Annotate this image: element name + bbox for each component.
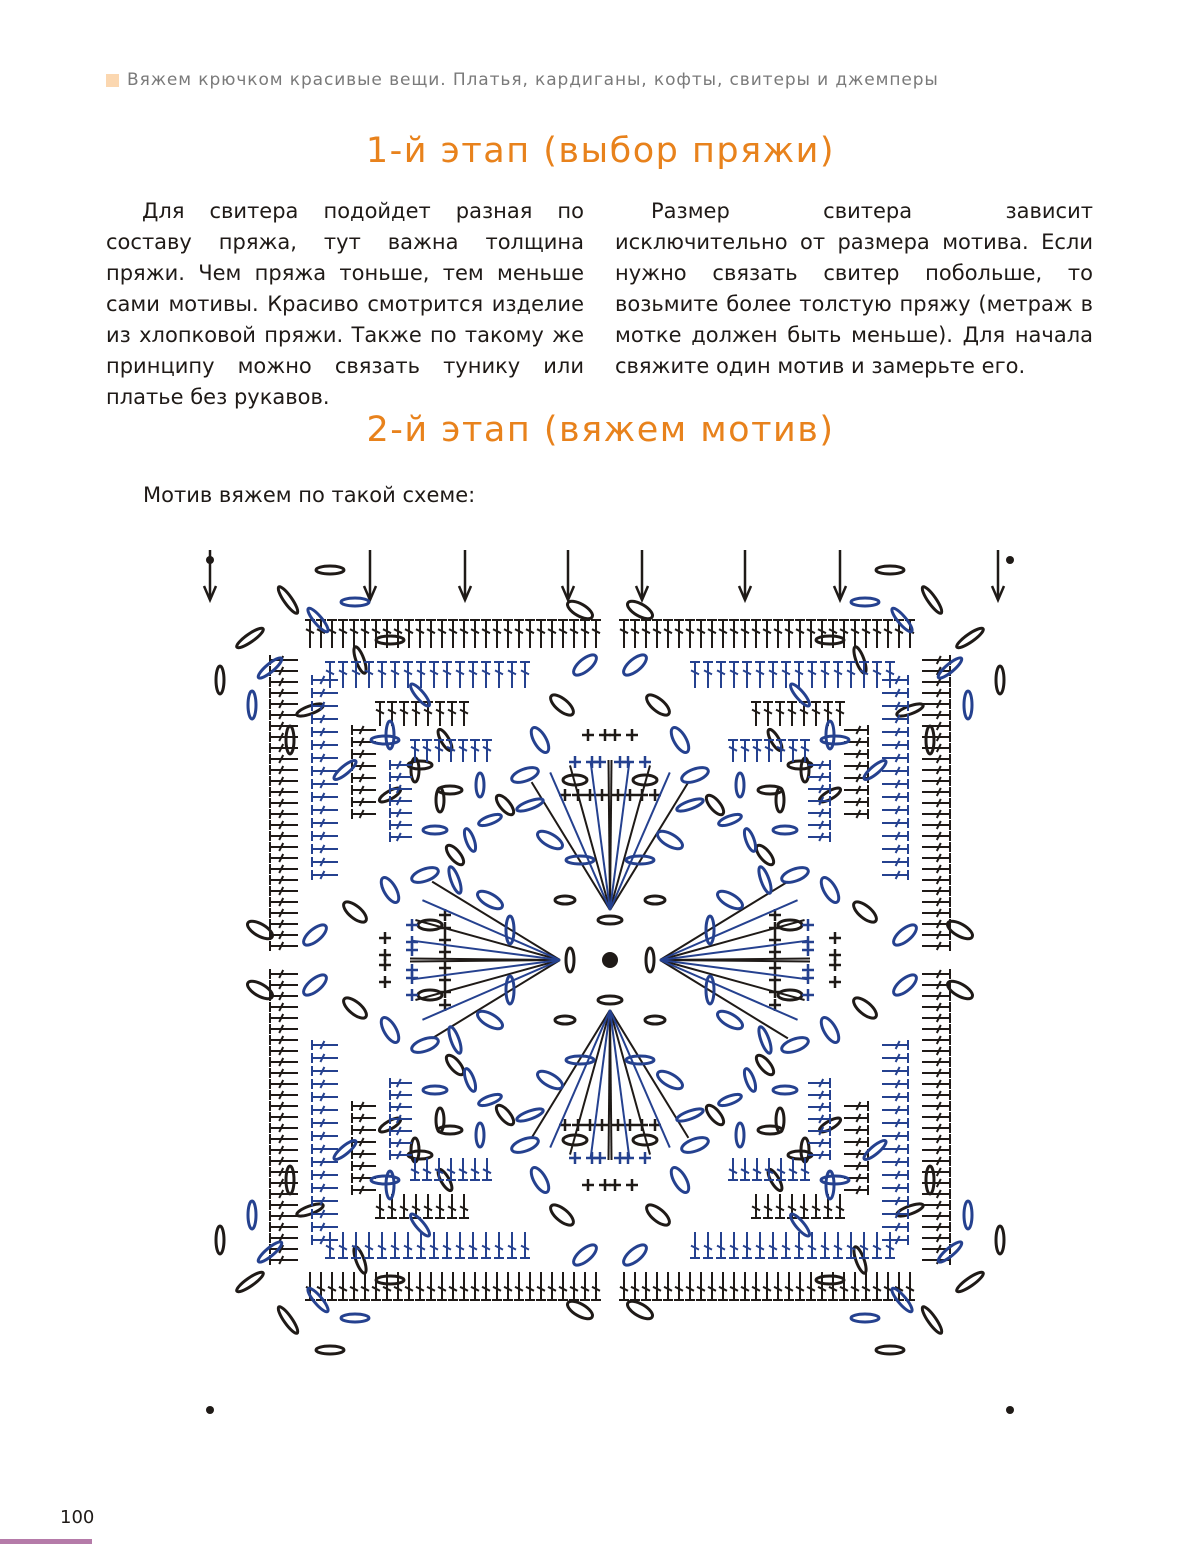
running-head-marker (106, 74, 119, 87)
section2-title: 2-й этап (вяжем мотив) (366, 410, 835, 450)
petal (668, 725, 692, 755)
chain-arc (926, 1166, 934, 1194)
fan-stitch (660, 920, 805, 960)
petal (528, 725, 552, 755)
petal (850, 898, 879, 925)
center-chain (566, 948, 574, 972)
chain-arc (216, 666, 224, 694)
chain-arc (477, 812, 502, 828)
petal (625, 1298, 655, 1322)
petal (715, 1008, 745, 1032)
petal (378, 1015, 402, 1045)
chain-arc (736, 773, 744, 797)
crochet-motif-diagram (190, 540, 1030, 1430)
chain-arc (756, 1025, 773, 1054)
petal (340, 994, 369, 1021)
chain-arc (816, 636, 844, 644)
petal (655, 828, 685, 852)
fan-stitch (660, 960, 810, 962)
chain-arc (717, 1092, 742, 1108)
fan-stitch (610, 782, 688, 910)
petal (890, 921, 919, 948)
fan-stitch (660, 960, 788, 1038)
petal (410, 865, 440, 886)
petal (620, 651, 649, 678)
center-chain (598, 916, 622, 924)
petal (547, 691, 576, 718)
chain-arc (926, 726, 934, 754)
petal (410, 1035, 440, 1056)
chain-arc (423, 826, 447, 834)
running-head-title: Вяжем крючком красивые вещи. Платья, кардиганы, кофты, свитеры и джемперы (127, 70, 939, 90)
petal (378, 875, 402, 905)
petal (643, 691, 672, 718)
chain-arc (955, 626, 986, 651)
petal (535, 828, 565, 852)
chain-arc (462, 1067, 478, 1092)
chain-arc (515, 1106, 544, 1123)
chain-arc (876, 566, 904, 574)
center-chain (555, 1016, 575, 1024)
petal (625, 598, 655, 622)
fan-stitch (570, 765, 610, 910)
chain-arc (276, 585, 301, 616)
petal (565, 1298, 595, 1322)
chain-arc (446, 1025, 463, 1054)
petal (780, 1035, 810, 1056)
petal (655, 1068, 685, 1092)
chain-arc (462, 827, 478, 852)
chain-arc (376, 1276, 404, 1284)
chain-arc (920, 585, 945, 616)
chain-arc (316, 1346, 344, 1354)
fan-stitch (432, 882, 560, 960)
center-chain (645, 896, 665, 904)
corner-dot (1006, 556, 1014, 564)
corner-dot (206, 556, 214, 564)
chain-arc (476, 1123, 484, 1147)
center-dot (602, 952, 618, 968)
petal (668, 1165, 692, 1195)
petal (443, 843, 466, 868)
petal (493, 1103, 516, 1128)
corner-dot (206, 1406, 214, 1414)
center-chain (645, 1016, 665, 1024)
petal (818, 875, 842, 905)
section1-right-paragraph: Размер свитера зависит исключительно от размера мотива. Если нужно связать свитер побольше, то возьмите более толстую пряжу (метраж в мотке должен быть меньше). Для начала свяжите один мотив и замерьте его. (615, 199, 1093, 378)
petal (528, 1165, 552, 1195)
chain-arc (248, 691, 256, 719)
chain-arc (964, 691, 972, 719)
chain-arc (996, 1226, 1004, 1254)
fan-stitch (610, 1010, 650, 1155)
fan-stitch (610, 765, 650, 910)
fan-stitch (410, 959, 560, 961)
chain-arc (286, 1166, 294, 1194)
scheme-intro: Мотив вяжем по такой схеме: (143, 483, 476, 507)
fan-stitch (609, 1010, 611, 1160)
chain-arc (295, 701, 324, 718)
chain-arc (996, 666, 1004, 694)
chain-arc (235, 626, 266, 651)
chain-arc (376, 636, 404, 644)
chain-arc (964, 1201, 972, 1229)
petal (300, 921, 329, 948)
running-head (106, 70, 939, 90)
chain-arc (675, 1106, 704, 1123)
chain-arc (276, 1305, 301, 1336)
petal (715, 888, 745, 912)
chain-arc (742, 827, 758, 852)
chain-arc (773, 1086, 797, 1094)
center-chain (646, 948, 654, 972)
chain-arc (341, 1314, 369, 1322)
chain-arc (515, 796, 544, 813)
chain-arc (423, 1086, 447, 1094)
petal (340, 898, 369, 925)
petal (680, 1135, 710, 1156)
fan-stitch (610, 760, 612, 910)
petal (535, 1068, 565, 1092)
chain-arc (851, 1314, 879, 1322)
section1-left-column (106, 196, 584, 413)
fan-stitch (415, 960, 560, 1000)
section1-right-column (615, 196, 1093, 382)
chain-arc (675, 796, 704, 813)
petal (510, 1135, 540, 1156)
petal (620, 1241, 649, 1268)
corner-dot (1006, 1406, 1014, 1414)
chain-arc (446, 865, 463, 894)
chain-arc (216, 1226, 224, 1254)
petal (850, 994, 879, 1021)
page-number: 100 (60, 1507, 95, 1528)
chain-arc (756, 865, 773, 894)
chain-arc (920, 1305, 945, 1336)
dark-rounds (206, 556, 1014, 1414)
chain-arc (736, 1123, 744, 1147)
chain-arc (316, 566, 344, 574)
chain-arc (235, 1270, 266, 1295)
chain-arc (876, 1346, 904, 1354)
section1-left-paragraph: Для свитера подойдет разная по составу пряжа, тут важна толщина пряжи. Чем пряжа тоньше, тем меньше сами мотивы. Красиво смотрится изделие из хлопковой пряжи. Также по такому же принципу можно связать тунику или платье без рукавов. (106, 199, 584, 409)
page-number-bar (0, 1539, 92, 1544)
chain-arc (851, 645, 868, 674)
petal (570, 651, 599, 678)
fan-stitch (570, 1010, 610, 1155)
chain-arc (851, 598, 879, 606)
petal (510, 765, 540, 786)
chain-arc (742, 1067, 758, 1092)
chain-arc (816, 1276, 844, 1284)
chain-arc (351, 1245, 368, 1274)
petal (818, 1015, 842, 1045)
petal (643, 1201, 672, 1228)
chain-arc (286, 726, 294, 754)
petal (890, 971, 919, 998)
petal (680, 765, 710, 786)
center-chain (555, 896, 575, 904)
petal (703, 793, 726, 818)
petal (753, 1053, 776, 1078)
chain-arc (773, 826, 797, 834)
petal (547, 1201, 576, 1228)
fan-stitch (415, 920, 560, 960)
petal (475, 888, 505, 912)
petal (475, 1008, 505, 1032)
chain-arc (476, 773, 484, 797)
petal (565, 598, 595, 622)
petal (780, 865, 810, 886)
section1-title: 1-й этап (выбор пряжи) (365, 131, 836, 171)
chain-arc (341, 598, 369, 606)
fan-stitch (660, 960, 805, 1000)
chain-arc (955, 1270, 986, 1295)
petal (570, 1241, 599, 1268)
chain-arc (895, 1201, 924, 1218)
petal (300, 971, 329, 998)
center-chain (598, 996, 622, 1004)
fan-stitch (532, 1010, 610, 1138)
chain-arc (248, 1201, 256, 1229)
